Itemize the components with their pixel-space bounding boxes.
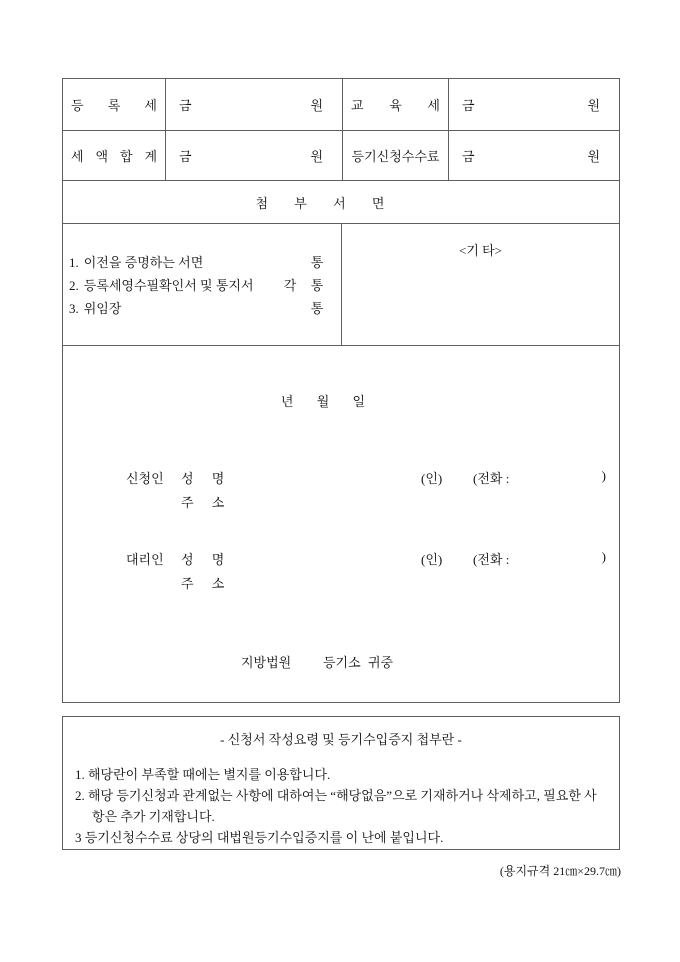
registration-tax-label-cell bbox=[63, 79, 166, 130]
tax-row-2 bbox=[63, 131, 619, 181]
attachment-each: 각 bbox=[283, 278, 297, 293]
applicant-name-label: 성 명 bbox=[181, 471, 225, 486]
education-tax-label-cell bbox=[343, 79, 449, 130]
attachment-item bbox=[69, 251, 329, 274]
registration-fee-label: 등기신청수수료 bbox=[351, 149, 440, 164]
applicant-phone bbox=[473, 468, 606, 487]
registration-tax-label: 등 록 세 bbox=[71, 98, 157, 113]
attachment-text: 이전을 증명하는 서면 bbox=[83, 255, 204, 270]
registry-label: 등기소 bbox=[323, 655, 361, 670]
amount-prefix: 금 bbox=[179, 98, 192, 113]
instructions-box bbox=[62, 716, 620, 850]
registration-fee-amount-cell bbox=[449, 131, 619, 180]
etc-header: <기 타> bbox=[458, 243, 503, 258]
etc-cell bbox=[342, 224, 619, 345]
attachments-header-row bbox=[63, 181, 619, 224]
education-tax-amount-cell bbox=[449, 79, 619, 130]
attachments-list bbox=[63, 224, 342, 345]
tax-total-amount-cell bbox=[166, 131, 343, 180]
court-label: 지방법원 bbox=[241, 655, 292, 670]
attachment-unit: 통 bbox=[310, 301, 324, 316]
attachment-no: 2. bbox=[69, 278, 79, 293]
applicant-seal: (인) bbox=[421, 471, 443, 486]
education-tax-label: 교 육 세 bbox=[351, 98, 440, 113]
date-line: 년 월 일 bbox=[280, 394, 366, 409]
amount-prefix: 금 bbox=[462, 149, 475, 164]
applicant-address-label: 주 소 bbox=[181, 495, 225, 510]
instruction-item: 2. 해당 등기신청과 관계없는 사항에 대하여는 “해당없음”으로 기재하거나 삭제하고, 필요한 사항은 추가 기재합니다. bbox=[75, 788, 597, 824]
registration-tax-amount-cell bbox=[166, 79, 343, 130]
agent-address-label: 주 소 bbox=[181, 576, 225, 591]
agent-seal: (인) bbox=[421, 552, 443, 567]
agent-role: 대리인 bbox=[126, 552, 164, 567]
agent-phone bbox=[473, 549, 606, 568]
registration-fee-label-cell bbox=[343, 131, 449, 180]
instruction-item: 3 등기신청수수료 상당의 대법원등기수입증지를 이 난에 붙입니다. bbox=[75, 830, 444, 845]
attachment-each bbox=[275, 297, 305, 320]
applicant-address-row bbox=[63, 492, 619, 510]
attachment-unit: 통 bbox=[310, 255, 324, 270]
attachment-item bbox=[69, 297, 329, 320]
phone-close: ) bbox=[601, 468, 606, 483]
tax-total-label: 세 액 합 계 bbox=[71, 149, 157, 164]
phone-open: (전화 : bbox=[473, 552, 510, 567]
amount-unit: 원 bbox=[310, 98, 323, 113]
amount-prefix: 금 bbox=[462, 98, 475, 113]
agent-address-row bbox=[63, 573, 619, 591]
phone-close: ) bbox=[601, 549, 606, 564]
attachment-no: 3. bbox=[69, 301, 79, 316]
applicant-role: 신청인 bbox=[126, 471, 164, 486]
amount-prefix: 금 bbox=[179, 149, 192, 164]
court-line bbox=[63, 652, 619, 670]
applicant-row bbox=[63, 468, 619, 486]
attachment-each bbox=[275, 251, 305, 274]
attachment-text: 등록세영수필확인서 및 통지서 bbox=[83, 278, 254, 293]
registration-form-table bbox=[62, 78, 620, 703]
attachment-text: 위임장 bbox=[83, 301, 122, 316]
amount-unit: 원 bbox=[587, 98, 600, 113]
application-area bbox=[63, 346, 619, 702]
instructions-title: - 신청서 작성요령 및 등기수입증지 첩부란 - bbox=[220, 732, 462, 747]
honorific-label: 귀중 bbox=[368, 655, 394, 670]
attachment-no: 1. bbox=[69, 255, 79, 270]
tax-total-label-cell bbox=[63, 131, 166, 180]
paper-size-note: (용지규격 21㎝×29.7㎝) bbox=[499, 864, 621, 878]
agent-row bbox=[63, 549, 619, 567]
tax-row-1 bbox=[63, 79, 619, 131]
agent-name-label: 성 명 bbox=[181, 552, 225, 567]
attachments-row bbox=[63, 224, 619, 346]
attachment-item bbox=[69, 274, 329, 297]
attachment-unit: 통 bbox=[310, 278, 324, 293]
attachments-header: 첨 부 서 면 bbox=[255, 195, 385, 211]
amount-unit: 원 bbox=[587, 149, 600, 164]
phone-open: (전화 : bbox=[473, 471, 510, 486]
instruction-item: 1. 해당란이 부족할 때에는 별지를 이용합니다. bbox=[75, 767, 331, 782]
amount-unit: 원 bbox=[310, 149, 323, 164]
